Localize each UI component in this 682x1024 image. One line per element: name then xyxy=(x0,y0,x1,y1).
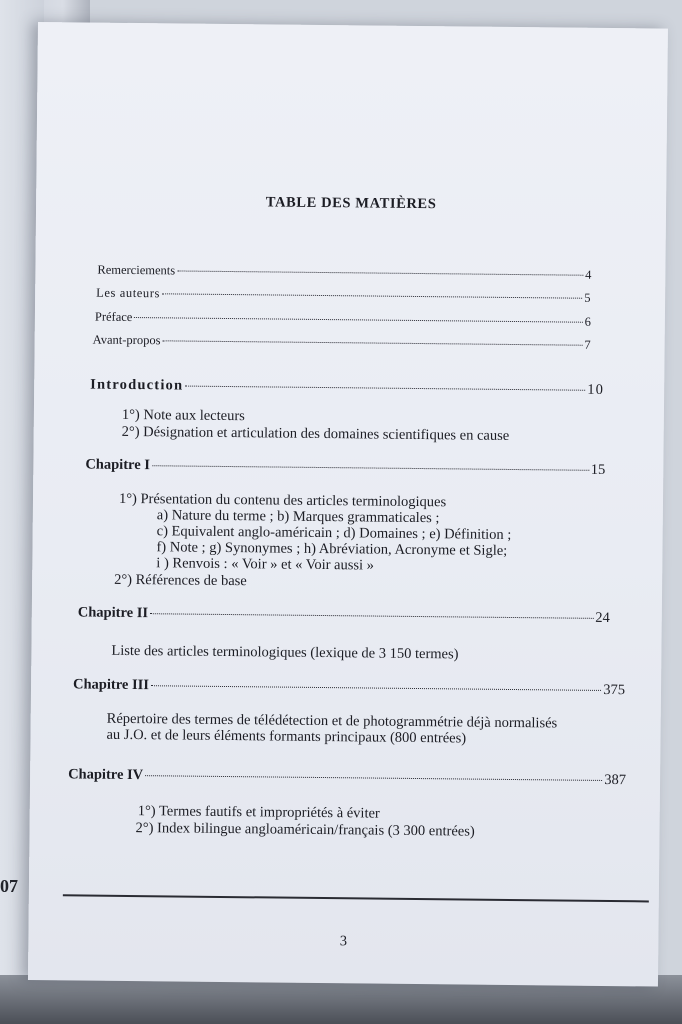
chapitre-1-item-1: 1°) Présentation du contenu des articles terminologiques xyxy=(118,490,447,511)
toc-entry-introduction: Introduction 10 xyxy=(90,376,605,398)
toc-entry-auteurs: Les auteurs 5 xyxy=(96,285,592,305)
leader-dots xyxy=(145,775,602,781)
leader-dots xyxy=(150,613,593,619)
previous-page-number: 07 xyxy=(0,876,18,896)
chapitre-4-item-1: 1°) Termes fautifs et impropriétés à éviter xyxy=(137,803,380,822)
leader-dots xyxy=(162,340,582,345)
toc-entry-preface: Préface 6 xyxy=(94,309,591,329)
toc-entry-chapitre-3: Chapitre III 375 xyxy=(72,676,626,699)
leader-dots xyxy=(185,386,585,391)
leader-dots xyxy=(177,270,583,275)
leader-dots xyxy=(151,685,601,691)
toc-entry-chapitre-2: Chapitre II 24 xyxy=(77,604,610,627)
chapitre-4-item-2: 2°) Index bilingue angloaméricain/français (3 300 entrées) xyxy=(135,820,475,840)
toc-entry-avant-propos: Avant-propos 7 xyxy=(92,332,591,352)
page-title: TABLE DES MATIÈRES xyxy=(265,194,437,213)
toc-entry-chapitre-4: Chapitre IV 387 xyxy=(68,766,627,789)
chapitre-1-item-2: 2°) Références de base xyxy=(114,571,247,590)
page-number: 3 xyxy=(339,933,348,950)
leader-dots xyxy=(134,317,582,323)
introduction-item-2: 2°) Désignation et articulation des domaines scientifiques en cause xyxy=(121,423,510,444)
chapitre-3-description-line-1: Répertoire des termes de télédétection et de photogrammétrie déjà normalisés xyxy=(106,710,558,732)
book-page xyxy=(28,22,668,987)
leader-dots xyxy=(162,293,582,298)
introduction-item-1: 1°) Note aux lecteurs xyxy=(121,406,245,425)
chapitre-1-subitem: f) Note ; g) Synonymes ; h) Abréviation, Acronyme et Sigle; xyxy=(156,539,508,559)
toc-entry-chapitre-1: Chapitre I 15 xyxy=(85,456,606,478)
chapitre-1-subitem: c) Equivalent anglo-américain ; d) Domaines ; e) Définition ; xyxy=(156,523,512,543)
chapitre-2-description: Liste des articles terminologiques (lexique de 3 150 termes) xyxy=(111,642,459,663)
leader-dots xyxy=(152,465,589,471)
chapitre-1-subitem: i ) Renvois : « Voir » et « Voir aussi » xyxy=(156,555,375,574)
footer-rule xyxy=(63,894,649,902)
toc-entry-remerciements: Remerciements 4 xyxy=(97,262,592,282)
chapitre-3-description-line-2: au J.O. et de leurs éléments formants principaux (800 entrées) xyxy=(106,726,467,747)
chapitre-1-subitem: a) Nature du terme ; b) Marques grammaticales ; xyxy=(156,507,440,527)
